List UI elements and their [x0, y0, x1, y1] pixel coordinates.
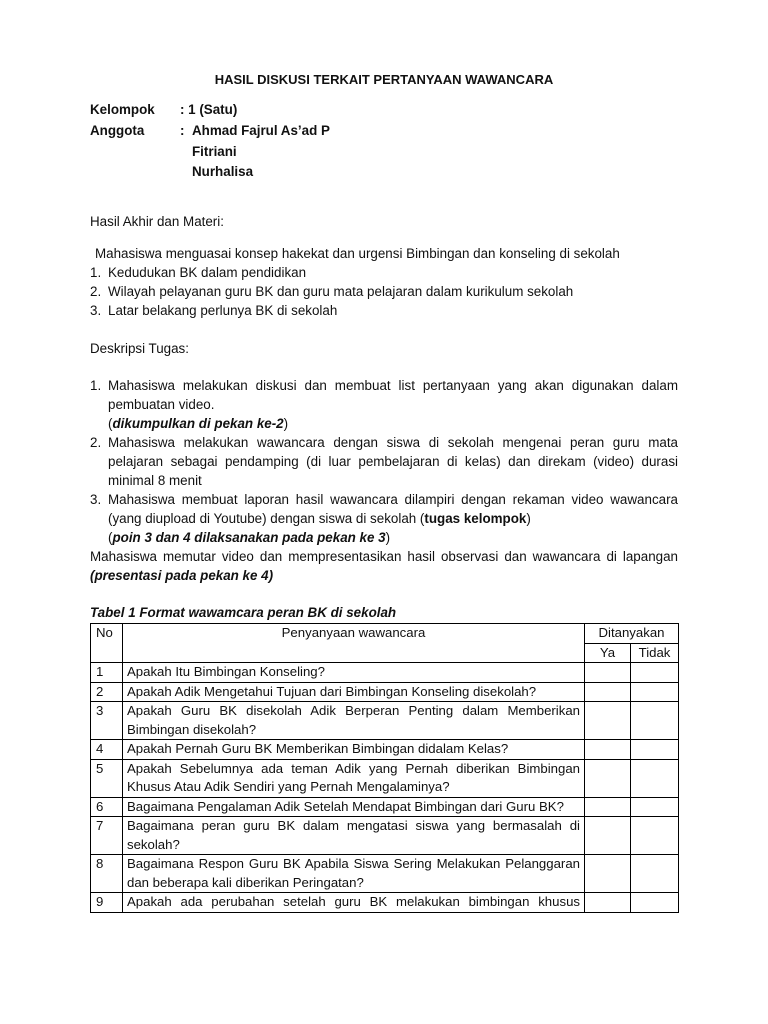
- row-number: 5: [91, 759, 123, 797]
- table-header-row: [91, 624, 679, 644]
- deskripsi-note: (dikumpulkan di pekan ke-2): [108, 416, 289, 431]
- header-asked: Ditanyakan: [585, 624, 679, 644]
- row-question: Apakah Pernah Guru BK Memberikan Bimbingan didalam Kelas?: [123, 740, 585, 760]
- deskripsi-item-num: 2.: [90, 435, 102, 450]
- row-number: 3: [91, 702, 123, 740]
- answer-yes-cell[interactable]: [585, 893, 631, 913]
- interview-table: [90, 623, 679, 913]
- hasil-item-text: Kedudukan BK dalam pendidikan: [108, 265, 307, 280]
- deskripsi-item-num: 1.: [90, 378, 102, 393]
- row-question: Bagaimana peran guru BK dalam mengatasi siswa yang bermasalah di sekolah?: [123, 817, 585, 855]
- deskripsi-item-line: (yang diupload di Youtube) dengan siswa di sekolah (tugas kelompok): [108, 511, 531, 526]
- row-number: 1: [91, 663, 123, 683]
- deskripsi-item-line: Mahasiswa melakukan diskusi dan membuat list pertanyaan yang akan digunakan dalam: [108, 378, 678, 393]
- answer-no-cell[interactable]: [631, 759, 679, 797]
- row-question: Apakah Itu Bimbingan Konseling?: [123, 663, 585, 683]
- closing-line: Mahasiswa memutar video dan mempresentasikan hasil observasi dan wawancara di lapangan: [90, 549, 678, 564]
- deskripsi-item-line: pelajaran sebagai pendamping (di luar pembelajaran di kelas) dan direkam (video) durasi: [108, 454, 678, 469]
- table-row: [91, 663, 679, 683]
- deskripsi-item-num: 3.: [90, 492, 102, 507]
- hasil-item-num: 1.: [90, 265, 102, 280]
- row-question: Bagaimana Respon Guru BK Apabila Siswa Sering Melakukan Pelanggaran dan beberapa kali diberikan Peringatan?: [123, 855, 585, 893]
- hasil-item-text: Wilayah pelayanan guru BK dan guru mata pelajaran dalam kurikulum sekolah: [108, 284, 574, 299]
- table-row: [91, 797, 679, 817]
- anggota-label: Anggota: [90, 123, 145, 138]
- deskripsi-item-line: minimal 8 menit: [108, 473, 202, 488]
- row-question: Apakah Adik Mengetahui Tujuan dari Bimbingan Konseling disekolah?: [123, 682, 585, 702]
- kelompok-label: Kelompok: [90, 102, 155, 117]
- deskripsi-item-line: Mahasiswa membuat laporan hasil wawancara dilampiri dengan rekaman video wawancara: [108, 492, 678, 507]
- hasil-item-num: 2.: [90, 284, 102, 299]
- member-name: Ahmad Fajrul As’ad P: [192, 123, 330, 138]
- table-row: [91, 682, 679, 702]
- hasil-intro: Mahasiswa menguasai konsep hakekat dan urgensi Bimbingan dan konseling di sekolah: [95, 246, 620, 261]
- answer-no-cell[interactable]: [631, 740, 679, 760]
- row-number: 4: [91, 740, 123, 760]
- anggota-separator: :: [180, 123, 185, 138]
- answer-no-cell[interactable]: [631, 702, 679, 740]
- answer-yes-cell[interactable]: [585, 817, 631, 855]
- row-number: 6: [91, 797, 123, 817]
- answer-no-cell[interactable]: [631, 817, 679, 855]
- answer-yes-cell[interactable]: [585, 682, 631, 702]
- answer-no-cell[interactable]: [631, 797, 679, 817]
- row-number: 7: [91, 817, 123, 855]
- deskripsi-note: (poin 3 dan 4 dilaksanakan pada pekan ke 3): [108, 530, 391, 545]
- header-no-answer: Tidak: [631, 643, 679, 663]
- document-title: HASIL DISKUSI TERKAIT PERTANYAAN WAWANCARA: [214, 72, 554, 87]
- answer-yes-cell[interactable]: [585, 797, 631, 817]
- table-row: [91, 817, 679, 855]
- table-row: [91, 740, 679, 760]
- answer-yes-cell[interactable]: [585, 855, 631, 893]
- answer-no-cell[interactable]: [631, 663, 679, 683]
- header-question: Penyanyaan wawancara: [123, 624, 585, 663]
- row-number: 8: [91, 855, 123, 893]
- deskripsi-item-line: pembuatan video.: [108, 397, 215, 412]
- header-yes: Ya: [585, 643, 631, 663]
- answer-no-cell[interactable]: [631, 682, 679, 702]
- hasil-item-num: 3.: [90, 303, 102, 318]
- answer-yes-cell[interactable]: [585, 740, 631, 760]
- answer-yes-cell[interactable]: [585, 702, 631, 740]
- deskripsi-heading: Deskripsi Tugas:: [90, 341, 189, 356]
- row-question: Apakah ada perubahan setelah guru BK melakukan bimbingan khusus: [123, 893, 585, 913]
- answer-yes-cell[interactable]: [585, 759, 631, 797]
- answer-no-cell[interactable]: [631, 893, 679, 913]
- row-number: 9: [91, 893, 123, 913]
- table-row: [91, 759, 679, 797]
- answer-no-cell[interactable]: [631, 855, 679, 893]
- row-question: Bagaimana Pengalaman Adik Setelah Mendapat Bimbingan dari Guru BK?: [123, 797, 585, 817]
- member-name: Fitriani: [192, 144, 237, 159]
- hasil-item-text: Latar belakang perlunya BK di sekolah: [108, 303, 338, 318]
- closing-note: (presentasi pada pekan ke 4): [90, 568, 274, 583]
- header-no: No: [91, 624, 123, 663]
- row-question: Apakah Sebelumnya ada teman Adik yang Pernah diberikan Bimbingan Khusus Atau Adik Sendiri yang Pernah Mengalaminya?: [123, 759, 585, 797]
- table-row: [91, 893, 679, 913]
- hasil-heading: Hasil Akhir dan Materi:: [90, 214, 224, 229]
- table-row: [91, 702, 679, 740]
- kelompok-value: : 1 (Satu): [180, 102, 238, 117]
- row-question: Apakah Guru BK disekolah Adik Berperan Penting dalam Memberikan Bimbingan disekolah?: [123, 702, 585, 740]
- member-name: Nurhalisa: [192, 164, 254, 179]
- answer-yes-cell[interactable]: [585, 663, 631, 683]
- deskripsi-item-line: Mahasiswa melakukan wawancara dengan siswa di sekolah mengenai peran guru mata: [108, 435, 678, 450]
- row-number: 2: [91, 682, 123, 702]
- table-row: [91, 855, 679, 893]
- table-caption: Tabel 1 Format wawamcara peran BK di sekolah: [90, 605, 397, 620]
